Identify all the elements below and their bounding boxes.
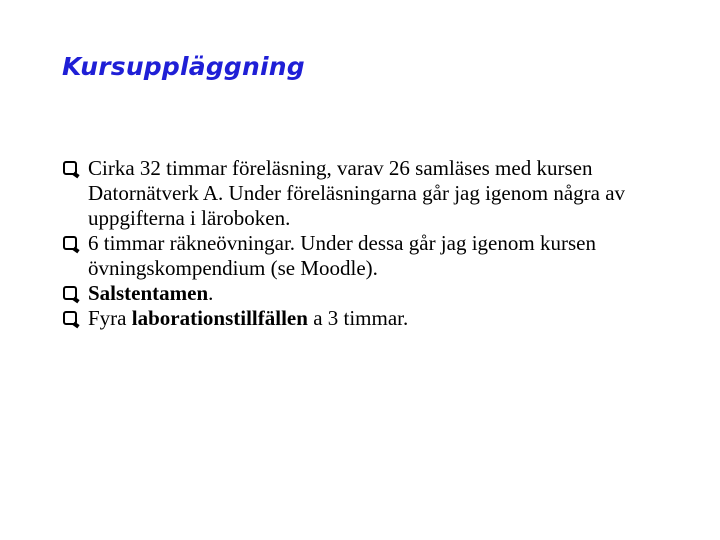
bullet-item [62, 231, 662, 281]
bullet-item [62, 281, 662, 306]
checkbox-bullet-icon [63, 161, 77, 175]
bullet-list [62, 156, 662, 331]
checkbox-bullet-icon [63, 286, 77, 300]
bullet-bold-text: laborationstillfällen [131, 306, 308, 330]
slide-title: Kursuppläggning [62, 52, 305, 81]
bullet-item [62, 306, 662, 331]
bullet-text: 6 timmar räkneövningar. Under dessa går jag igenom kursen övningskompendium (se Moodle). [88, 231, 596, 280]
bullet-text-after: a 3 timmar. [307, 306, 409, 330]
bullet-text-before: Fyra [88, 306, 132, 330]
bullet-text: Cirka 32 timmar föreläsning, varav 26 samläses med kursen Datornätverk A. Under föreläsningarna går jag igenom några av uppgifterna i läroboken. [88, 156, 626, 230]
bullet-text-after: . [208, 281, 214, 305]
checkbox-bullet-icon [63, 236, 77, 250]
bullet-item [62, 156, 662, 231]
checkbox-bullet-icon [63, 311, 77, 325]
bullet-bold-text: Salstentamen [88, 281, 209, 305]
